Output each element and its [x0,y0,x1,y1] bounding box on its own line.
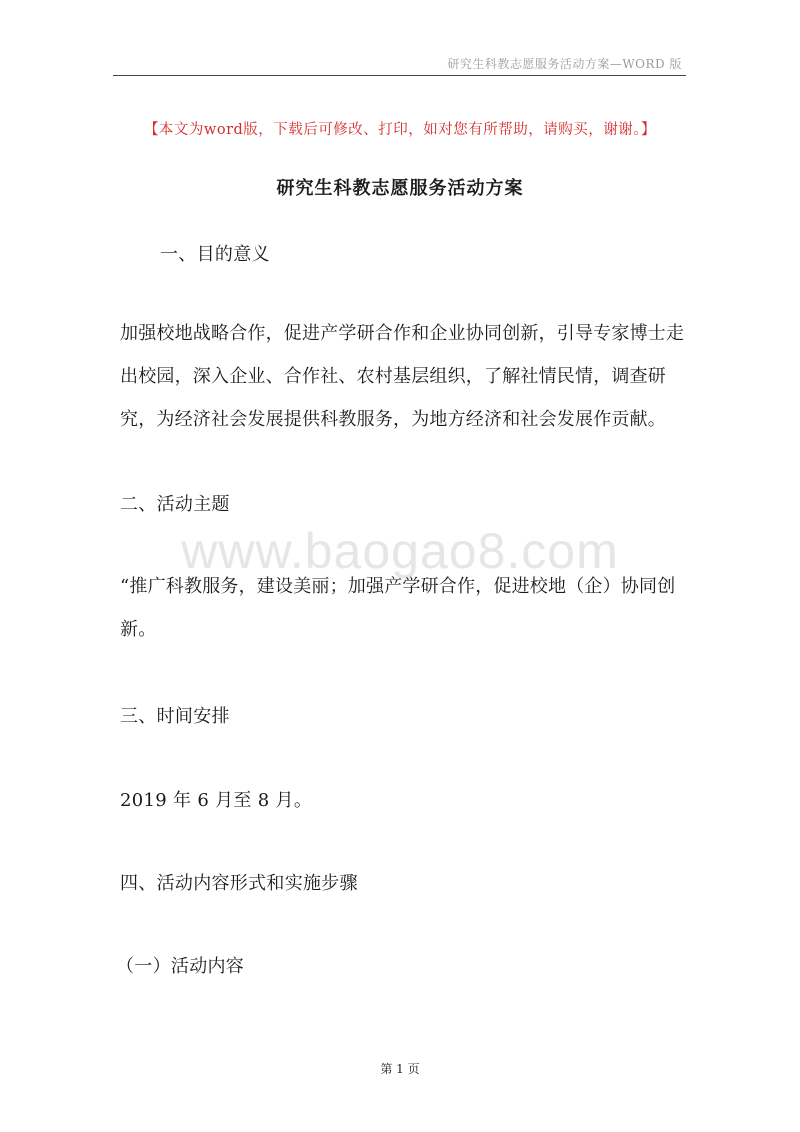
section-body-3: 2019 年 6 月至 8 月。 [120,790,313,811]
section-heading-2: 二、活动主题 [120,494,230,515]
page-number: 第 1 页 [380,1062,420,1076]
section-heading-1: 一、目的意义 [160,244,270,265]
running-title: 研究生科教志愿服务活动方案—WORD 版 [447,57,682,71]
section-body-2: “推广科教服务，建设美丽；加强产学研合作，促进校地（企）协同创新。 [120,576,676,640]
watermark: www.baogao8.com [181,523,619,579]
section-heading-3: 三、时间安排 [120,706,230,727]
purchase-notice: 【本文为word版，下载后可修改、打印，如对您有所帮助，请购买，谢谢。】 [143,122,657,138]
document-title: 研究生科教志愿服务活动方案 [276,178,524,199]
section-body-1: 加强校地战略合作，促进产学研合作和企业协同创新，引导专家博士走出校园，深入企业、合作社、农村基层组织，了解社情民情，调查研究，为经济社会发展提供科教服务，为地方经济和社会发展作贡献。 [120,323,685,430]
subsection-heading-4-1: （一）活动内容 [116,956,245,977]
section-heading-4: 四、活动内容形式和实施步骤 [120,873,358,894]
header-divider [113,75,686,76]
